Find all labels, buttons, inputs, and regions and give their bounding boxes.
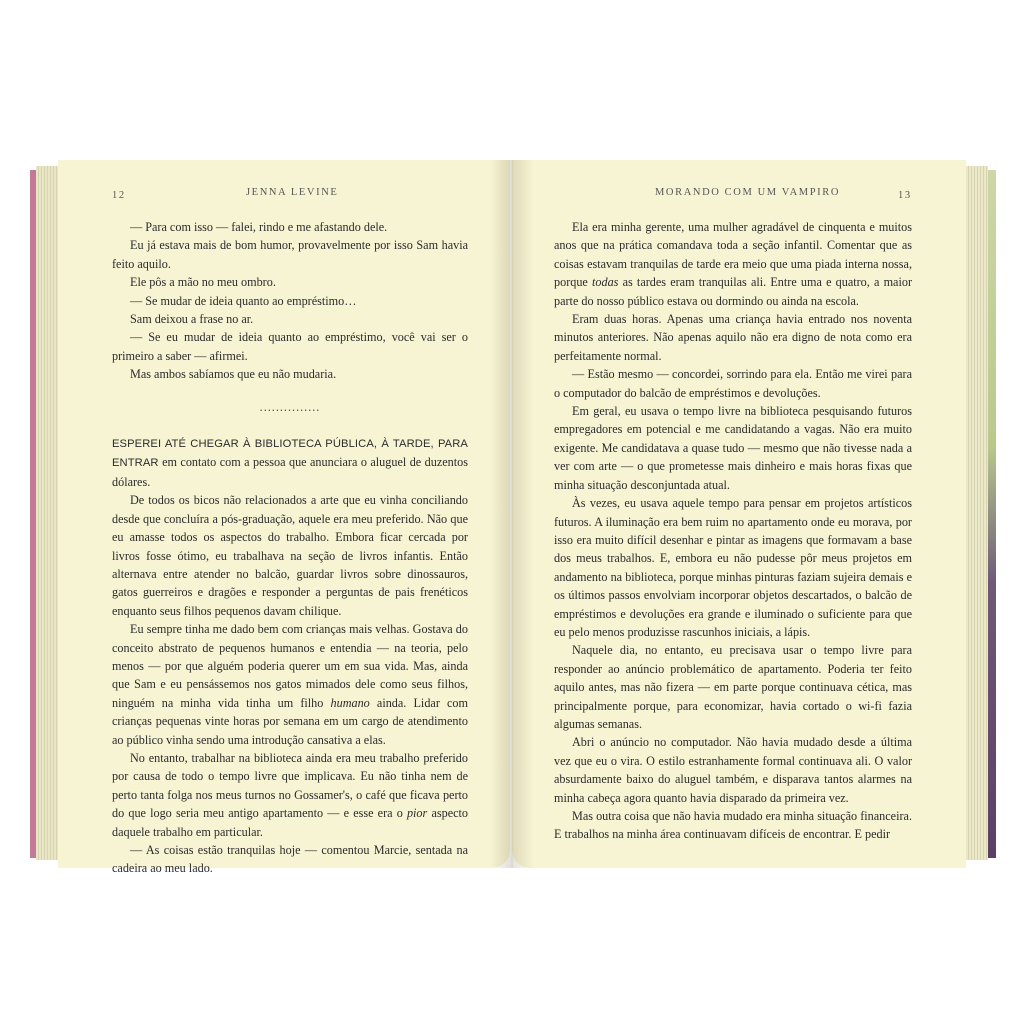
left-page-number: 12 (112, 190, 126, 201)
paragraph: — As coisas estão tranquilas hoje — comentou Marcie, sentada na cadeira ao meu lado. (112, 843, 468, 876)
paragraph-text: as tardes eram tranquilas ali. Entre uma e quatro, a maior parte do nosso público estava ou dormindo ou ainda na escola. (554, 275, 913, 308)
paragraph: Eram duas horas. Apenas uma criança havia entrado nos noventa minutos anteriores. Não apenas aquilo não era digno de nota como era perfeitamente normal. (554, 312, 912, 363)
paragraph-text: No entanto, trabalhar na biblioteca ainda era meu trabalho preferido por causa de todo o tempo livre que implicava. Eu não tinha nem de perto tanta folga nos meus turnos no Gossamer's, o café que ficava perto do que logo seria meu antigo apartamento — e esse era o (112, 750, 468, 821)
left-running-head: JENNA LEVINE (246, 187, 339, 198)
italic-text: pior (406, 806, 428, 821)
paragraph (554, 218, 912, 310)
book-gutter (490, 160, 534, 868)
paragraph: De todos os bicos não relacionados a arte que eu vinha conciliando desde que concluíra a pós-graduação, aquele era meu preferido. Não que eu amasse todos os aspectos do trabalho. Embora ficar cercada por livros fosse ótimo, eu trabalhava na seção de livros infantis. Então alternava entre atender no balcão, guardar livros sobre dinossauros, gatos guerreiros e dragões e responder a perguntas de pais frenéticos enquanto seus filhos pequenos davam chilique. (112, 493, 468, 618)
section-opening-paragraph (112, 434, 468, 491)
paragraph: Eu já estava mais de bom humor, provavelmente por isso Sam havia feito aquilo. (112, 238, 468, 271)
left-page-body (112, 218, 468, 878)
paragraph (112, 749, 468, 841)
paragraph: — Para com isso — falei, rindo e me afastando dele. (130, 220, 388, 234)
small-caps-lead: ESPEREI ATÉ CHEGAR À BIBLIOTECA PÚBLICA, À TARDE, PARA ENTRAR (112, 438, 468, 470)
right-running-head: MORANDO COM UM VAMPIRO (655, 187, 841, 198)
paragraph-text: Ela era minha gerente, uma mulher agradável de cinquenta e muitos anos que na prática comandava toda a seção infantil. Comentar que as coisas estavam tranquilas de tarde era meio que uma piada interna nossa, porque (554, 220, 912, 290)
paragraph: Em geral, eu usava o tempo livre na biblioteca pesquisando futuros empregadores em potencial e me candidatando a vagas. Não era muito exigente. Me candidatava a quase tudo — mesmo que não tivesse nada a ver com arte — o que prometesse mais dinheiro e mais horas fixas que minha situação desconjuntada atual. (554, 404, 912, 492)
right-page-body (554, 218, 912, 844)
paragraph: Sam deixou a frase no ar. (130, 312, 254, 327)
paragraph: Abri o anúncio no computador. Não havia mudado desde a última vez que eu o vira. O estilo estranhamente formal continuava ali. O valor absurdamente baixo do aluguel também, e disparava tantos alarmes na minha cabeça agora quanto havia disparado da primeira vez. (554, 735, 912, 805)
paragraph (112, 620, 468, 749)
paragraph: Ele pôs a mão no meu ombro. (130, 275, 276, 290)
paragraph-text: em contato com a pessoa que anunciara o aluguel de duzentos dólares. (112, 455, 468, 489)
italic-text: humano (330, 695, 370, 710)
paragraph: Às vezes, eu usava aquele tempo para pensar em projetos artísticos futuros. A iluminação era bem ruim no apartamento onde eu morava, por isso era muito difícil desenhar e pintar as imagens que formavam a base dos meus trabalhos. E, embora eu não pudesse pôr meus projetos em andamento na biblioteca, porque minhas pinturas faziam sujeira demais e os últimos passos envolviam incorporar objetos descartados, o balcão de empréstimos e devoluções era grande e iluminado o suficiente para que eu pelo menos produzisse rascunhos iniciais, a lápis. (554, 496, 912, 639)
paragraph: Mas ambos sabíamos que eu não mudaria. (130, 367, 337, 382)
paragraph: — Estão mesmo — concordei, sorrindo para ela. Então me virei para o computador do balcão de empréstimos e devoluções. (554, 367, 912, 400)
paragraph: Mas outra coisa que não havia mudado era minha situação financeira. E trabalhos na minha área continuavam difíceis de encontrar. E pedir (554, 809, 912, 842)
paragraph: Naquele dia, no entanto, eu precisava usar o tempo livre para responder ao anúncio problemático de apartamento. Poderia ter feito aquilo antes, mas não fizera — em parte porque continuava cética, mas principalmente porque, para economizar, havia cortado o wi-fi fazia algumas semanas. (554, 643, 912, 731)
section-separator: ............... (259, 399, 321, 414)
right-page-number: 13 (898, 190, 912, 201)
paragraph: — Se eu mudar de ideia quanto ao empréstimo, você vai ser o primeiro a saber — afirmei. (112, 330, 468, 363)
paragraph: — Se mudar de ideia quanto ao empréstimo… (130, 293, 357, 308)
paragraph-text: Eu sempre tinha me dado bem com crianças mais velhas. Gostava do conceito abstrato de pequenos humanos e entendia — na teoria, pelo menos — por que alguém poderia querer um em sua vida. Mas, ainda que Sam e eu pensássemos nos gatos mimados dele como seus filhos, ninguém na minha vida tinha um filho (112, 622, 468, 710)
italic-text: todas (592, 275, 619, 290)
paragraph-text: ainda. Lidar com crianças pequenas vinte horas por semana em um cargo de atendimento ao público vinha sendo uma introdução cansativa a elas. (112, 695, 468, 747)
paragraph-text: aspecto daquele trabalho em particular. (112, 806, 468, 839)
